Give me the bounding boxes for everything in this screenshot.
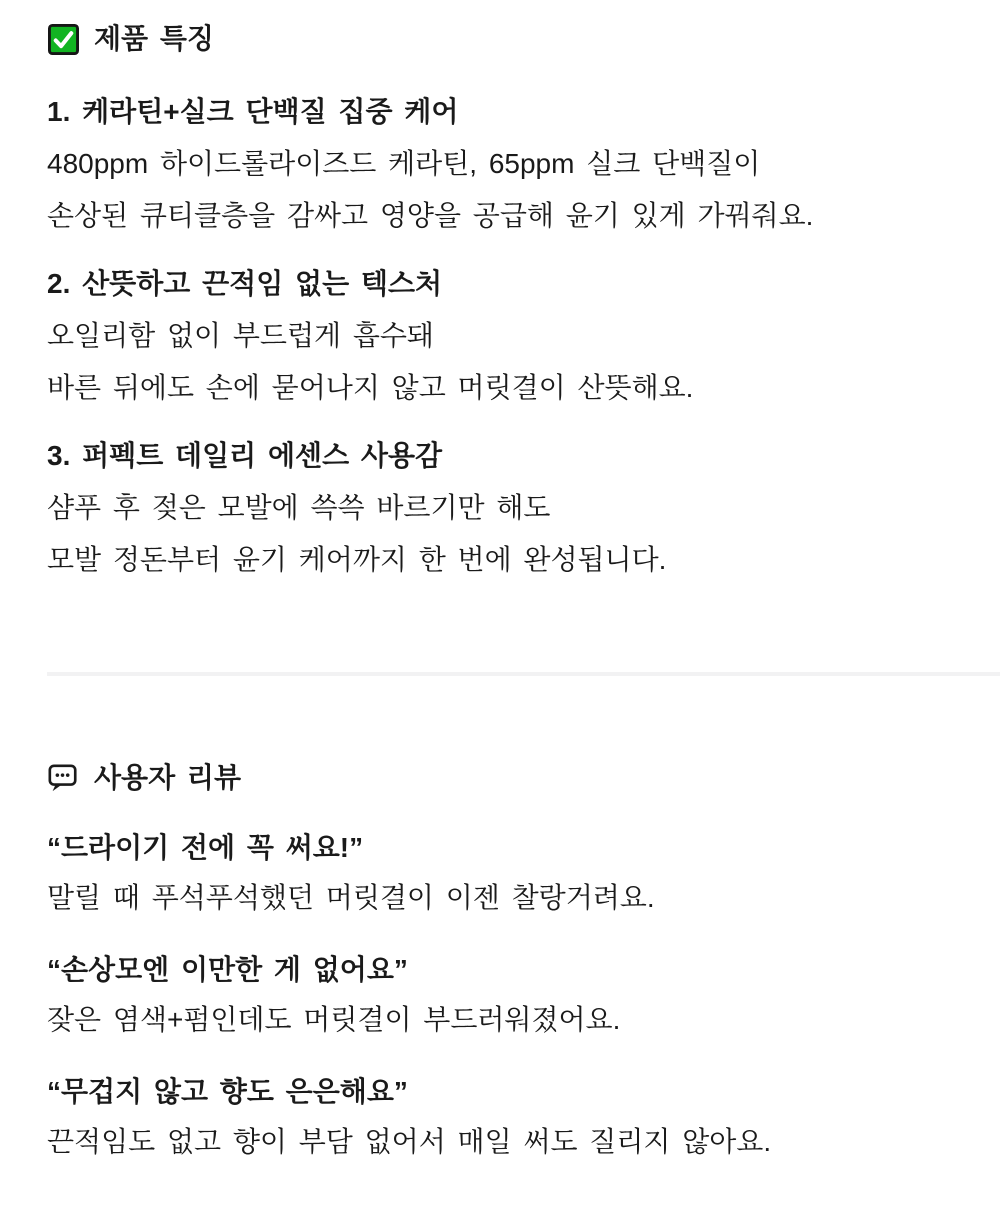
feature-title: 3. 퍼펙트 데일리 에센스 사용감 (47, 440, 443, 471)
review-item (47, 832, 960, 924)
feature-line: 손상된 큐티클층을 감싸고 영양을 공급해 윤기 있게 가꿔줘요. (47, 200, 814, 231)
review-item (47, 954, 960, 1046)
section-divider (47, 672, 1000, 676)
check-icon (47, 22, 79, 56)
review-text: 말릴 때 푸석푸석했던 머릿결이 이젠 찰랑거려요. (47, 882, 655, 913)
feature-line: 모발 정돈부터 윤기 케어까지 한 번에 완성됩니다. (47, 544, 667, 575)
review-text: 잦은 염색+펌인데도 머릿결이 부드러워졌어요. (47, 1004, 621, 1035)
reviews-section (47, 761, 960, 1168)
feature-item (47, 268, 960, 414)
feature-line: 바른 뒤에도 손에 묻어나지 않고 머릿결이 산뜻해요. (47, 372, 694, 403)
feature-line: 오일리함 없이 부드럽게 흡수돼 (47, 320, 434, 351)
feature-line: 480ppm 하이드롤라이즈드 케라틴, 65ppm 실크 단백질이 (47, 148, 761, 179)
review-quote: “무겁지 않고 향도 은은해요” (47, 1076, 408, 1107)
review-item (47, 1076, 960, 1168)
features-section-header (47, 22, 960, 56)
features-section-title: 제품 특징 (94, 23, 214, 54)
feature-title: 1. 케라틴+실크 단백질 집중 케어 (47, 96, 459, 127)
feature-line: 샴푸 후 젖은 모발에 쓱쓱 바르기만 해도 (47, 492, 551, 523)
reviews-section-title: 사용자 리뷰 (94, 762, 242, 793)
feature-item (47, 96, 960, 242)
feature-item (47, 440, 960, 586)
review-quote: “드라이기 전에 꼭 써요!” (47, 832, 364, 863)
features-section (47, 22, 960, 586)
review-quote: “손상모엔 이만한 게 없어요” (47, 954, 408, 985)
feature-title: 2. 산뜻하고 끈적임 없는 텍스처 (47, 268, 443, 299)
review-text: 끈적임도 없고 향이 부담 없어서 매일 써도 질리지 않아요. (47, 1126, 772, 1157)
reviews-section-header (47, 761, 960, 795)
speech-bubble-icon (47, 761, 79, 795)
